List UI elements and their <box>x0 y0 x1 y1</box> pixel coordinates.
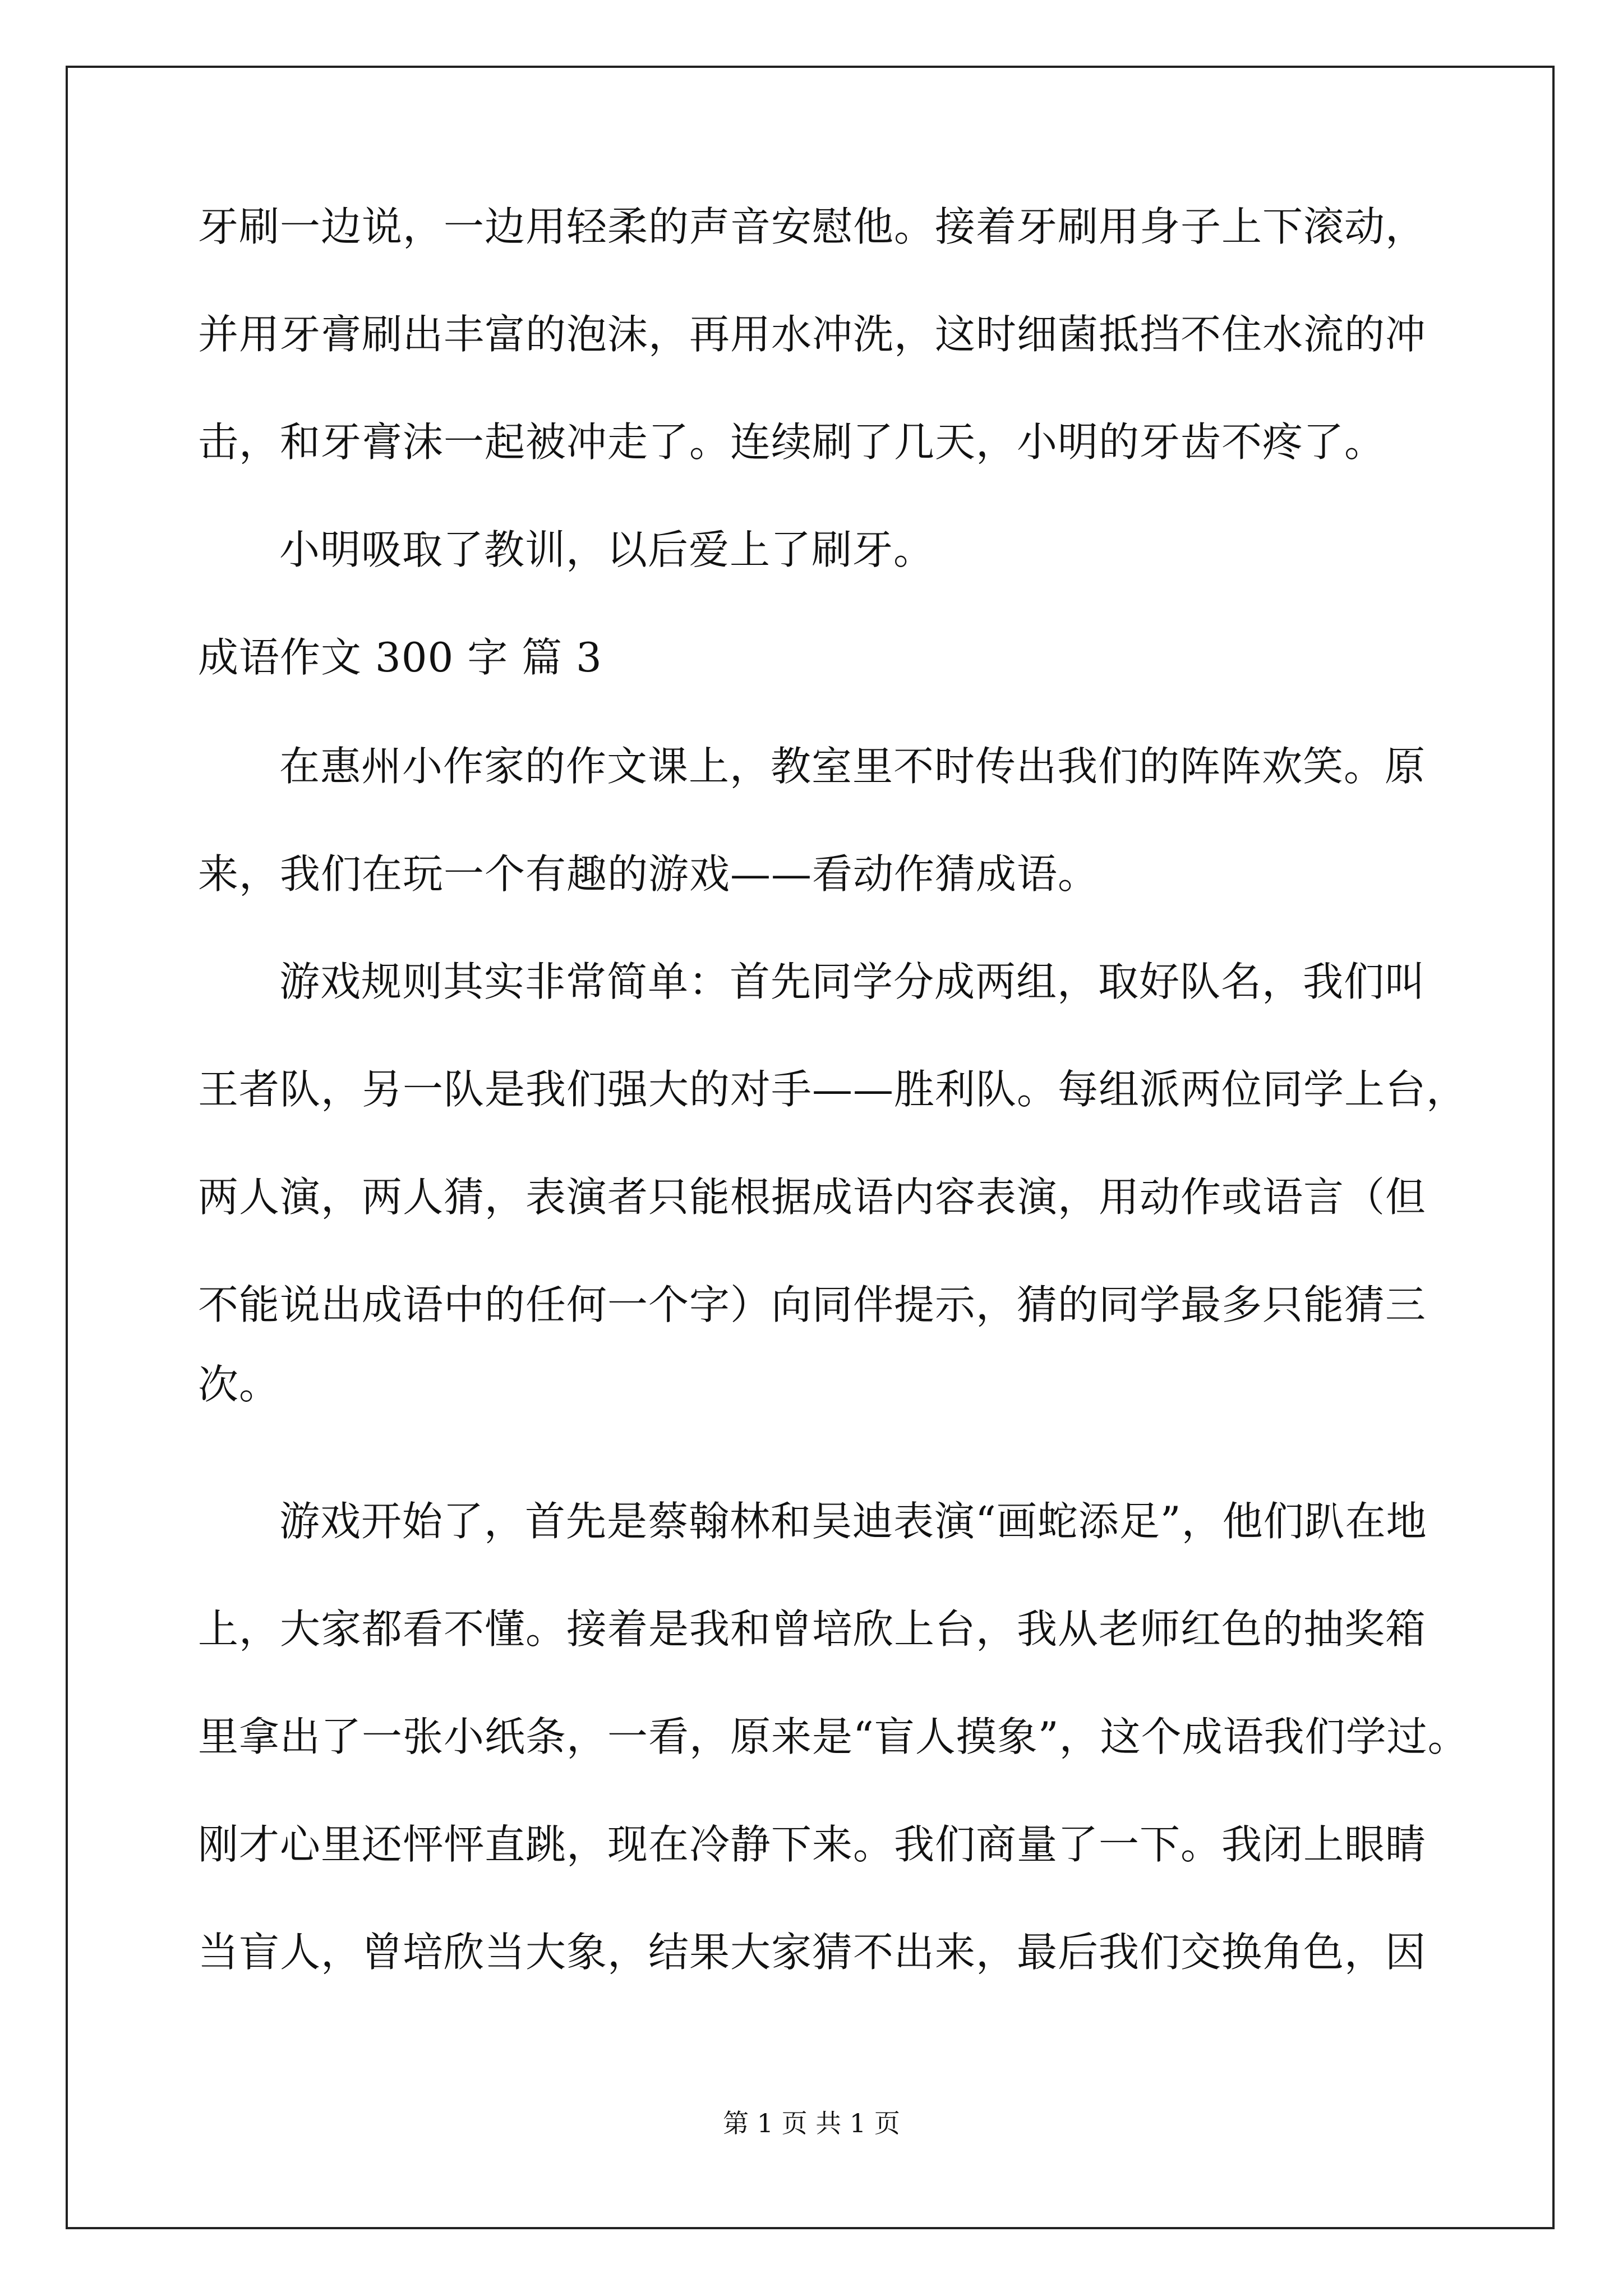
text-line: 游戏规则其实非常简单：首先同学分成两组，取好队名，我们叫 <box>279 958 1426 1005</box>
text-line: 次。 <box>198 1361 280 1408</box>
text-line: 牙刷一边说，一边用轻柔的声音安慰他。接着牙刷用身子上下滚动， <box>198 203 1427 250</box>
text-line: 并用牙膏刷出丰富的泡沫，再用水冲洗，这时细菌抵挡不住水流的冲 <box>198 311 1427 358</box>
text-line: 不能说出成语中的任何一个字）向同伴提示，猜的同学最多只能猜三 <box>198 1281 1427 1328</box>
text-line: 当盲人，曾培欣当大象，结果大家猜不出来，最后我们交换角色，因 <box>198 1929 1427 1976</box>
text-line: 游戏开始了，首先是蔡翰林和吴迪表演“画蛇添足”，他们趴在地 <box>279 1498 1427 1545</box>
text-line: 在惠州小作家的作文课上，教室里不时传出我们的阵阵欢笑。原 <box>279 743 1426 790</box>
text-line: 里拿出了一张小纸条，一看，原来是“盲人摸象”，这个成语我们学过。 <box>198 1713 1469 1760</box>
text-line: 两人演，两人猜，表演者只能根据成语内容表演，用动作或语言（但 <box>198 1174 1427 1221</box>
text-line: 小明吸取了教训，以后爱上了刷牙。 <box>279 526 935 573</box>
section-heading: 成语作文 300 字 篇 3 <box>198 634 602 681</box>
text-line: 来，我们在玩一个有趣的游戏——看动作猜成语。 <box>198 850 1099 898</box>
text-line: 击，和牙膏沫一起被冲走了。连续刷了几天，小明的牙齿不疼了。 <box>198 418 1386 466</box>
page-footer: 第 1 页 共 1 页 <box>723 2108 900 2138</box>
page-border <box>66 66 1555 2229</box>
text-line: 上，大家都看不懂。接着是我和曾培欣上台，我从老师红色的抽奖箱 <box>198 1605 1427 1653</box>
text-line: 王者队，另一队是我们强大的对手——胜利队。每组派两位同学上台， <box>198 1066 1468 1113</box>
text-line: 刚才心里还怦怦直跳，现在冷静下来。我们商量了一下。我闭上眼睛 <box>198 1821 1427 1868</box>
